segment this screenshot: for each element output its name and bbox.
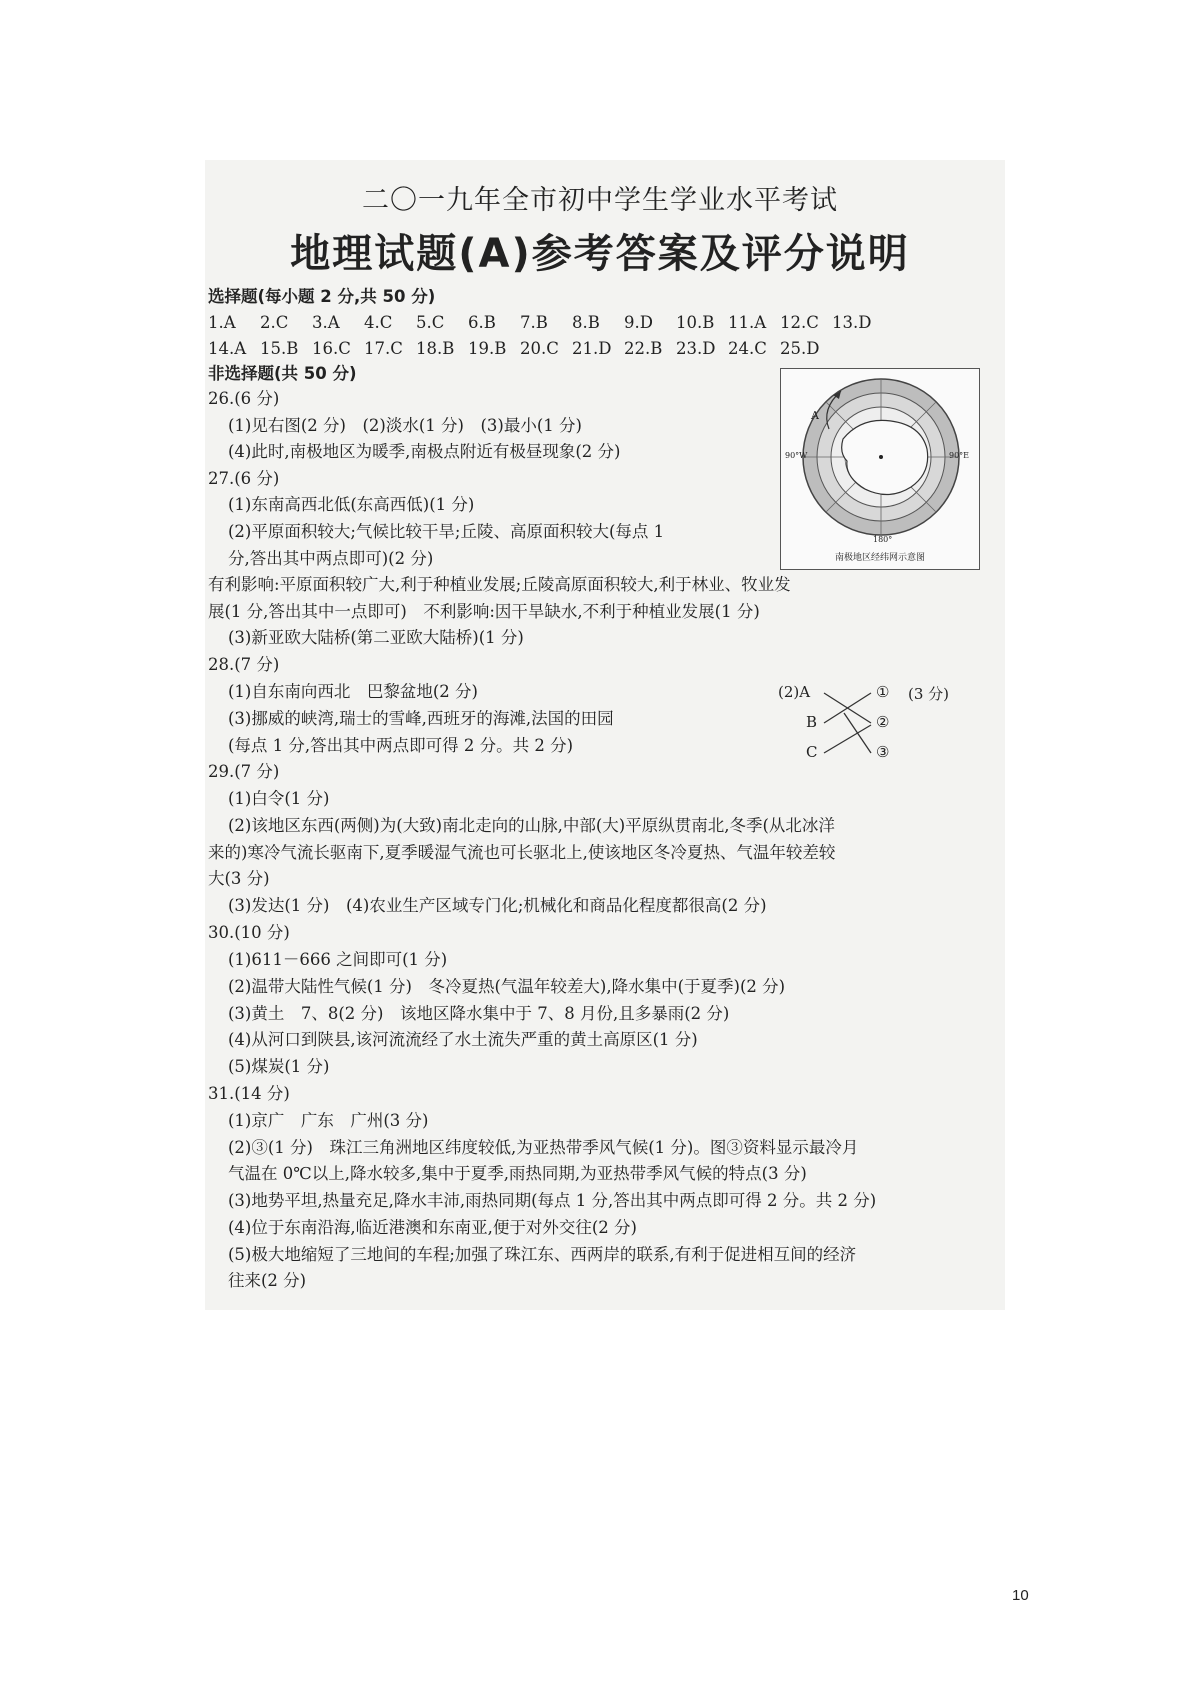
q31-line-5b: 往来(2 分) bbox=[228, 1271, 307, 1290]
q29-line-3: (3)发达(1 分) (4)农业生产区域专门化;机械化和商品化程度都很高(2 分) bbox=[228, 896, 767, 915]
page-title: 地理试题(A)参考答案及评分说明 bbox=[290, 231, 910, 277]
q29-line-1: (1)白令(1 分) bbox=[228, 789, 330, 808]
choice-answer: 2.C bbox=[260, 313, 289, 332]
choice-answer: 10.B bbox=[676, 313, 715, 332]
q26-line-1: (1)见右图(2 分) (2)淡水(1 分) (3)最小(1 分) bbox=[228, 416, 582, 435]
q29-line-2c: 大(3 分) bbox=[208, 869, 270, 888]
choice-answer: 1.A bbox=[208, 313, 236, 332]
choice-answer: 11.A bbox=[728, 313, 767, 332]
choice-answer: 16.C bbox=[312, 339, 351, 358]
choice-answer: 21.D bbox=[572, 339, 612, 358]
choice-answer: 12.C bbox=[780, 313, 819, 332]
q29-line-2a: (2)该地区东西(两侧)为(大致)南北走向的山脉,中部(大)平原纵贯南北,冬季(从北冰洋 bbox=[228, 816, 835, 835]
figure-lon-bottom: 180° bbox=[873, 535, 893, 544]
matching-left-c: C bbox=[806, 743, 818, 761]
page-number: 10 bbox=[1012, 1587, 1029, 1604]
matching-right-2: ② bbox=[876, 713, 890, 731]
choice-answer: 15.B bbox=[260, 339, 299, 358]
matching-right-1: ① bbox=[876, 683, 890, 701]
choice-answer: 4.C bbox=[364, 313, 393, 332]
q31-line-5a: (5)极大地缩短了三地间的车程;加强了珠江东、西两岸的联系,有利于促进相互间的经济 bbox=[228, 1245, 857, 1264]
q28-line-1: (1)自东南向西北 巴黎盆地(2 分) bbox=[228, 682, 478, 701]
q30-line-2: (2)温带大陆性气候(1 分) 冬冷夏热(气温年较差大),降水集中(于夏季)(2 分) bbox=[228, 977, 786, 996]
exam-subtitle: 二〇一九年全市初中学生学业水平考试 bbox=[362, 185, 838, 216]
q29-line-2b: 来的)寒冷气流长驱南下,夏季暖湿气流也可长驱北上,使该地区冬冷夏热、气温年较差较 bbox=[208, 843, 836, 862]
choice-answer: 23.D bbox=[676, 339, 716, 358]
q27-line-3b: 展(1 分,答出其中一点即可) 不利影响:因干旱缺水,不利于种植业发展(1 分) bbox=[208, 602, 760, 621]
q31-line-2a: (2)③(1 分) 珠江三角洲地区纬度较低,为亚热带季风气候(1 分)。图③资料显示最冷月 bbox=[228, 1138, 859, 1157]
q27-header: 27.(6 分) bbox=[208, 469, 280, 488]
matching-score: (3 分) bbox=[908, 685, 950, 703]
q28-line-2: (3)挪威的峡湾,瑞士的雪峰,西班牙的海滩,法国的田园 bbox=[228, 709, 614, 728]
figure-caption: 南极地区经纬网示意图 bbox=[834, 553, 925, 563]
q27-line-1: (1)东南高西北低(东高西低)(1 分) bbox=[228, 495, 475, 514]
figure-lon-left: 90°W bbox=[785, 451, 808, 460]
q31-line-2b: 气温在 0℃以上,降水较多,集中于夏季,雨热同期,为亚热带季风气候的特点(3 分) bbox=[228, 1164, 807, 1183]
q30-line-1: (1)611－666 之间即可(1 分) bbox=[228, 950, 448, 969]
choice-answer: 3.A bbox=[312, 313, 340, 332]
choice-answer: 7.B bbox=[520, 313, 548, 332]
q26-header: 26.(6 分) bbox=[208, 389, 280, 408]
choice-header: 选择题(每小题 2 分,共 50 分) bbox=[208, 287, 436, 306]
q29-header: 29.(7 分) bbox=[208, 762, 280, 781]
q27-line-2b: 分,答出其中两点即可)(2 分) bbox=[228, 549, 434, 568]
nonchoice-header: 非选择题(共 50 分) bbox=[208, 364, 357, 383]
q31-line-4: (4)位于东南沿海,临近港澳和东南亚,便于对外交往(2 分) bbox=[228, 1218, 637, 1237]
choice-answer: 24.C bbox=[728, 339, 767, 358]
q30-line-4: (4)从河口到陕县,该河流流经了水土流失严重的黄土高原区(1 分) bbox=[228, 1030, 698, 1049]
choice-answer: 8.B bbox=[572, 313, 600, 332]
choice-answer: 18.B bbox=[416, 339, 455, 358]
q30-header: 30.(10 分) bbox=[208, 923, 290, 942]
q27-line-3a: 有利影响:平原面积较广大,利于种植业发展;丘陵高原面积较大,利于林业、牧业发 bbox=[208, 575, 791, 594]
matching-prefix: (2)A bbox=[778, 683, 811, 701]
choice-answer: 17.C bbox=[364, 339, 403, 358]
choice-answer: 25.D bbox=[780, 339, 820, 358]
antarctica-figure bbox=[780, 368, 980, 570]
choice-answer: 22.B bbox=[624, 339, 663, 358]
matching-left-b: B bbox=[806, 713, 818, 731]
choice-answer: 14.A bbox=[208, 339, 247, 358]
figure-lon-right: 90°E bbox=[949, 451, 970, 460]
choice-answer: 6.B bbox=[468, 313, 496, 332]
q31-line-3: (3)地势平坦,热量充足,降水丰沛,雨热同期(每点 1 分,答出其中两点即可得 2 分。共 2 分) bbox=[228, 1191, 877, 1210]
q28-line-3: (每点 1 分,答出其中两点即可得 2 分。共 2 分) bbox=[228, 736, 574, 755]
q27-line-2a: (2)平原面积较大;气候比较干旱;丘陵、高原面积较大(每点 1 bbox=[228, 522, 665, 541]
choice-answer: 13.D bbox=[832, 313, 872, 332]
q31-header: 31.(14 分) bbox=[208, 1084, 290, 1103]
q26-line-2: (4)此时,南极地区为暖季,南极点附近有极昼现象(2 分) bbox=[228, 442, 621, 461]
q28-header: 28.(7 分) bbox=[208, 655, 280, 674]
q30-line-5: (5)煤炭(1 分) bbox=[228, 1057, 330, 1076]
choice-answer: 5.C bbox=[416, 313, 445, 332]
figure-label-a: A bbox=[811, 409, 819, 422]
matching-right-3: ③ bbox=[876, 743, 890, 761]
matching-diagram bbox=[778, 683, 968, 763]
choice-answer: 20.C bbox=[520, 339, 559, 358]
choice-answer: 19.B bbox=[468, 339, 507, 358]
q27-line-4: (3)新亚欧大陆桥(第二亚欧大陆桥)(1 分) bbox=[228, 628, 524, 647]
q31-line-1: (1)京广 广东 广州(3 分) bbox=[228, 1111, 429, 1130]
q30-line-3: (3)黄土 7、8(2 分) 该地区降水集中于 7、8 月份,且多暴雨(2 分) bbox=[228, 1004, 730, 1023]
choice-answer: 9.D bbox=[624, 313, 653, 332]
